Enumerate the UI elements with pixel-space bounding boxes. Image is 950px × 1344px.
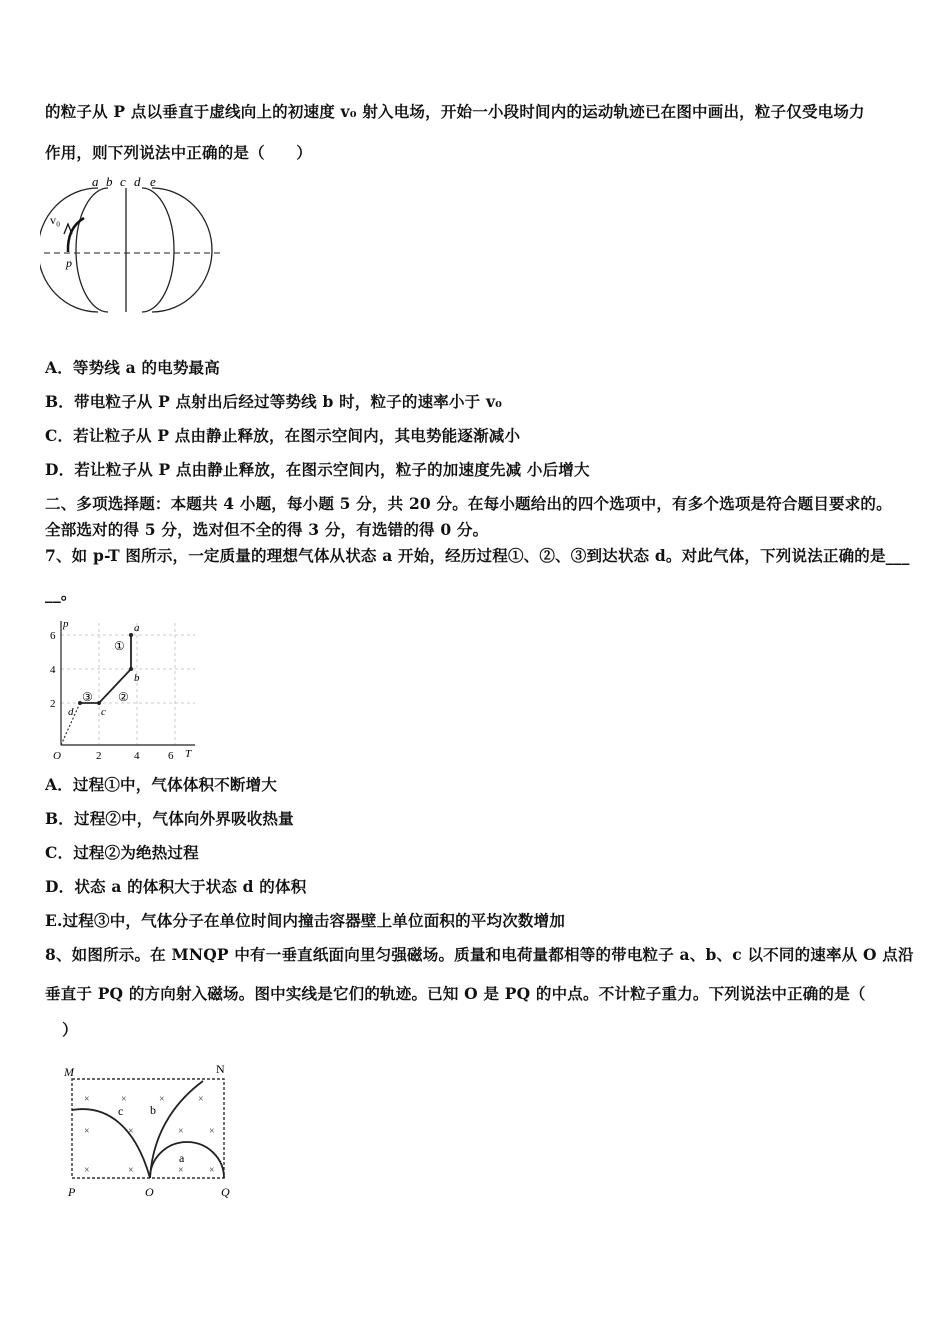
section2-line1: 二、多项选择题：本题共 4 小题，每小题 5 分，共 20 分。在每小题给出的四个选项中，有多个选项是符合题目要求的。 xyxy=(45,494,892,513)
q7-option-b: B．过程②中，气体向外界吸收热量 xyxy=(45,809,294,828)
q7-stem-line1: 7、如 p-T 图所示，一定质量的理想气体从状态 a 开始，经历过程①、②、③到达状态 d。对此气体，下列说法正确的是___ xyxy=(45,546,910,565)
label-b: b xyxy=(150,1103,156,1117)
label-b: b xyxy=(106,174,113,189)
q7-option-e: E.过程③中，气体分子在单位时间内撞击容器壁上单位面积的平均次数增加 xyxy=(45,911,566,930)
q8-stem-line3: ） xyxy=(62,1020,78,1039)
state-a-dot xyxy=(129,633,133,637)
q6-option-a: A．等势线 a 的电势最高 xyxy=(45,358,220,377)
x-tick-6: 6 xyxy=(168,750,174,762)
section2-line2: 全部选对的得 5 分，选对但不全的得 3 分，有选错的得 0 分。 xyxy=(45,520,489,539)
label-c: c xyxy=(120,174,126,189)
q6-stem-line2: 作用，则下列说法中正确的是（ ） xyxy=(45,143,312,162)
label-Q: Q xyxy=(221,1185,230,1199)
q8-stem-line1: 8、如图所示。在 MNQP 中有一垂直纸面向里匀强磁场。质量和电荷量都相等的带电粒子 a、b、c 以不同的速率从 O 点沿 xyxy=(45,945,914,964)
label-N: N xyxy=(216,1062,225,1076)
process-2-label: ② xyxy=(118,690,129,704)
x-tick-2: 2 xyxy=(96,750,102,762)
state-a-label: a xyxy=(134,622,140,634)
label-v0: v₀ xyxy=(50,213,61,227)
svg-text:×: × xyxy=(178,1126,184,1137)
trajectory-b xyxy=(150,1081,203,1178)
svg-text:×: × xyxy=(198,1094,204,1105)
q6-option-c: C．若让粒子从 P 点由静止释放，在图示空间内，其电势能逐渐减小 xyxy=(45,426,521,445)
origin-label: O xyxy=(53,750,61,762)
state-b-dot xyxy=(129,667,133,671)
q7-option-c: C．过程②为绝热过程 xyxy=(45,843,199,862)
y-tick-2: 2 xyxy=(50,698,56,710)
velocity-arrow xyxy=(64,224,72,234)
q7-stem-line2: __。 xyxy=(45,584,77,603)
state-c-label: c xyxy=(101,706,106,718)
label-p: p xyxy=(66,256,72,270)
process-3-label: ③ xyxy=(82,690,93,704)
label-e: e xyxy=(150,174,156,189)
label-c: c xyxy=(118,1104,124,1118)
label-M: M xyxy=(64,1065,74,1079)
svg-text:×: × xyxy=(159,1094,165,1105)
label-a: a xyxy=(179,1151,185,1165)
process-1-label: ① xyxy=(114,639,125,653)
y-tick-4: 4 xyxy=(50,664,56,676)
svg-text:×: × xyxy=(209,1126,215,1137)
svg-text:×: × xyxy=(84,1165,90,1176)
svg-text:×: × xyxy=(128,1126,134,1137)
magnetic-field-figure xyxy=(58,1058,243,1208)
pT-graph-figure xyxy=(45,615,200,765)
q6-option-d: D．若让粒子从 P 点由静止释放，在图示空间内，粒子的加速度先减 小后增大 xyxy=(45,460,590,479)
grid xyxy=(61,623,195,745)
equipotential-d xyxy=(142,188,174,312)
state-b-label: b xyxy=(134,672,140,684)
label-O: O xyxy=(145,1185,154,1199)
equipotential-b xyxy=(76,188,108,312)
label-a: a xyxy=(92,174,99,189)
equipotential-figure xyxy=(40,170,230,320)
q8-stem-line2: 垂直于 PQ 的方向射入磁场。图中实线是它们的轨迹。已知 O 是 PQ 的中点。不计粒子重力。下列说法中正确的是（ xyxy=(45,984,866,1003)
svg-text:×: × xyxy=(121,1094,127,1105)
y-tick-6: 6 xyxy=(50,630,56,642)
state-d-label: d xyxy=(68,706,74,718)
state-c-dot xyxy=(97,701,101,705)
x-tick-4: 4 xyxy=(134,750,140,762)
q6-option-b: B．带电粒子从 P 点射出后经过等势线 b 时，粒子的速率小于 v₀ xyxy=(45,392,503,411)
svg-text:×: × xyxy=(84,1094,90,1105)
q7-option-d: D．状态 a 的体积大于状态 d 的体积 xyxy=(45,877,307,896)
q7-option-a: A．过程①中，气体体积不断增大 xyxy=(45,775,278,794)
svg-text:×: × xyxy=(84,1126,90,1137)
label-P: P xyxy=(68,1185,76,1199)
equipotential-e xyxy=(152,188,212,312)
svg-text:×: × xyxy=(209,1165,215,1176)
label-d: d xyxy=(134,174,141,189)
svg-text:×: × xyxy=(178,1165,184,1176)
axis-label-p: p xyxy=(63,618,69,630)
svg-text:×: × xyxy=(128,1165,134,1176)
axis-label-T: T xyxy=(185,748,192,760)
q6-stem-line1: 的粒子从 P 点以垂直于虚线向上的初速度 v₀ 射入电场，开始一小段时间内的运动轨迹已在图中画出，粒子仅受电场力 xyxy=(45,102,865,121)
